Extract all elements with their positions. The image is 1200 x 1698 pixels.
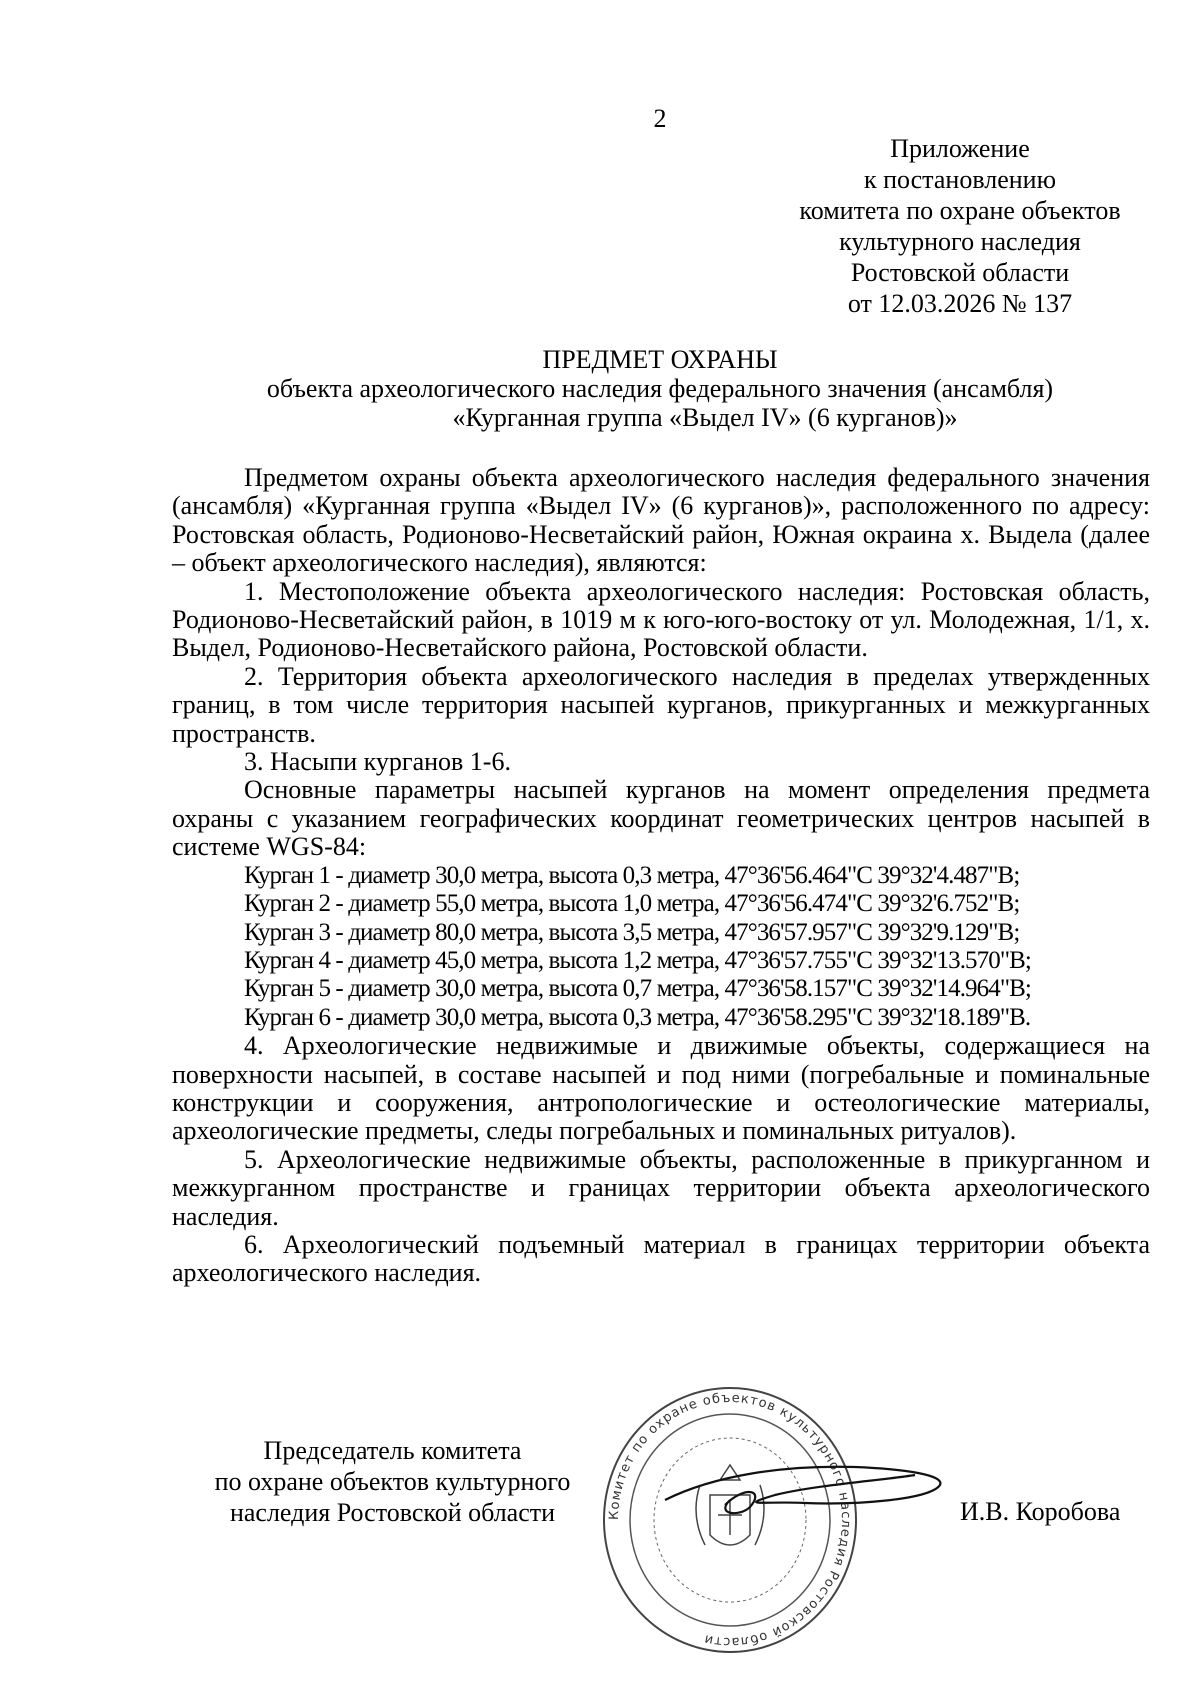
appendix-line: к постановлению	[863, 165, 1057, 194]
signatory-position	[190, 1435, 595, 1528]
handwritten-signature	[655, 1445, 955, 1525]
kurgan-line: Курган 6 - диаметр 30,0 метра, высота 0,3 метра, 47°36'58.295"С 39°32'18.189"В.	[244, 1003, 1031, 1031]
kurgan-line: Курган 2 - диаметр 55,0 метра, высота 1,0 метра, 47°36'56.474"С 39°32'6.752"В;	[244, 890, 1020, 918]
signatory-name: И.В. Коробова	[960, 1497, 1121, 1526]
item-3: 3. Насыпи курганов 1-6.	[244, 747, 511, 777]
appendix-block	[760, 133, 1160, 319]
appendix-line: Приложение	[890, 134, 1030, 163]
appendix-date-number: от 12.03.2026 № 137	[847, 289, 1073, 318]
title-subtitle: объекта археологического наследия федерального значения (ансамбля)	[266, 374, 1054, 403]
item-1: 1. Местоположение объекта археологического наследия: Ростовская область, Родионово-Несветайский район, в 1019 м к юго-юго-востоку от ул. Молодежная, 1/1, х. Выдел, Родионово-Несветайского района, Ростовской области.	[172, 576, 1150, 663]
item-5: 5. Археологические недвижимые объекты, расположенные в прикурганном и межкурганном пространстве и границах территории объекта археологического наследия.	[172, 1144, 1150, 1231]
appendix-line: культурного наследия	[839, 227, 1081, 256]
kurgan-line: Курган 3 - диаметр 80,0 метра, высота 3,5 метра, 47°36'57.957"С 39°32'9.129"В;	[244, 918, 1020, 946]
kurgan-line: Курган 5 - диаметр 30,0 метра, высота 0,7 метра, 47°36'58.157"С 39°32'14.964"В;	[244, 975, 1031, 1003]
seal-text: Комитет по охране объектов культурного наследия Ростовской области	[606, 1390, 854, 1650]
title-object-name: «Курганная группа «Выдел IV» (6 курганов)»	[452, 403, 958, 432]
document-title	[160, 345, 1160, 432]
appendix-line: комитета по охране объектов	[799, 196, 1121, 225]
kurgan-line: Курган 4 - диаметр 45,0 метра, высота 1,2 метра, 47°36'57.755"С 39°32'13.570"В;	[244, 946, 1031, 974]
document-body	[172, 464, 1150, 1288]
item-3-params: Основные параметры насыпей курганов на момент определения предмета охраны с указанием географических координат геометрических центров насыпей в системе WGS-84:	[172, 775, 1150, 862]
position-line: наследия Ростовской области	[229, 1498, 556, 1527]
item-2: 2. Территория объекта археологического наследия в пределах утвержденных границ, в том числе территория насыпей курганов, прикурганных и межкурганных пространств.	[172, 661, 1150, 748]
item-4: 4. Археологические недвижимые и движимые объекты, содержащиеся на поверхности насыпей, в составе насыпей и под ними (погребальные и поминальные конструкции и сооружения, антропологические и остеологические материалы, археологические предметы, следы погребальных и поминальных ритуалов).	[172, 1031, 1150, 1146]
kurgan-line: Курган 1 - диаметр 30,0 метра, высота 0,3 метра, 47°36'56.464"С 39°32'4.487"В;	[244, 861, 1020, 889]
item-6: 6. Археологический подъемный материал в границах территории объекта археологического наследия.	[172, 1229, 1150, 1288]
position-line: по охране объектов культурного	[214, 1467, 571, 1496]
appendix-line: Ростовской области	[850, 258, 1070, 287]
title-main: ПРЕДМЕТ ОХРАНЫ	[542, 345, 778, 374]
page-number: 2	[653, 104, 667, 133]
intro-paragraph: Предметом охраны объекта археологического наследия федерального значения (ансамбля) «Курганная группа «Выдел IV» (6 курганов)», расположенного по адресу: Ростовская область, Родионово-Несветайский район, Южная окраина х. Выдела (далее – объект археологического наследия), являются:	[172, 463, 1150, 578]
position-line: Председатель комитета	[263, 1436, 522, 1465]
